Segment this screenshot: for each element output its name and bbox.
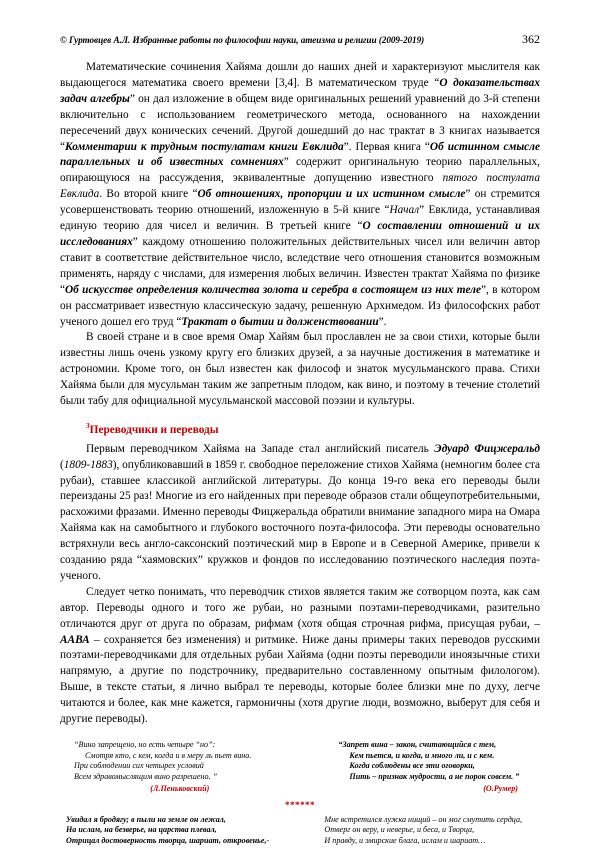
poem-line: Увидал я бродягу; в пыли на земле он лежал, bbox=[66, 814, 226, 824]
p1-title-gold-silver: Об искусстве определения количества золота и серебра в состоящем из них теле bbox=[65, 283, 481, 296]
p1-title-proportions: Об отношениях, пропорции и их истинном смысле bbox=[197, 188, 466, 201]
poem-row-1 bbox=[60, 740, 540, 795]
p3-seg1: Первым переводчиком Хайяма на Западе стал английский писатель bbox=[86, 442, 435, 455]
section-heading-translators bbox=[60, 419, 540, 437]
poem-line: Смотря кто, с кем, когда и в меру ль пьет вино. bbox=[85, 750, 252, 760]
p1-title-relations: О составлении отношений и их исследованиях bbox=[60, 220, 540, 248]
p1-title-parallels: Об истинном смысле параллельных и об известных сомнениях bbox=[60, 140, 540, 169]
poem-line: Когда соблюдены все эти оговорки, bbox=[349, 761, 475, 771]
paragraph-fitzgerald bbox=[60, 442, 540, 585]
poem-line: Мне встретился лужка нищий – он мог смутить сердца, bbox=[324, 814, 523, 824]
poem-line: При соблюдении сих четырех условий bbox=[74, 761, 204, 771]
poem-attribution-penkovsky: (Л.Пеньковский) bbox=[150, 784, 210, 794]
p1-seg3: ”. Первая книга “ bbox=[343, 140, 430, 153]
poem-attribution-rumer: (О.Румер) bbox=[483, 784, 518, 794]
poem-line: Кем пьется, и когда, и много ли, и с кем. bbox=[349, 750, 495, 760]
p1-title-being: Трактат о бытии и долженствовании bbox=[181, 315, 379, 328]
p1-seg7: ” Евклида, устанавливая единую теорию для чисел и величин. В третьей книге “ bbox=[60, 204, 541, 233]
poem-comparison-section bbox=[60, 740, 540, 846]
p4-rhyme-scheme: ААВА bbox=[60, 633, 90, 646]
poem-divider: ****** bbox=[285, 799, 315, 810]
p1-seg4: ” содержит оригинальную теорию параллельных, опирающуюся на рассуждения, эквивалентные допущению известного bbox=[60, 156, 540, 185]
p1-title-euclid-commentary: Комментарии к трудным постулатам книги Евклида bbox=[65, 140, 344, 153]
p1-elements: Начал bbox=[389, 204, 420, 217]
p3-name-fitzgerald: Эдуард Фицжеральд bbox=[434, 442, 540, 455]
p1-title-algebra: О доказательствах задач алгебры bbox=[60, 76, 540, 105]
poem-line: Отрицал достоверность творца, шариат, откровенье,- bbox=[66, 835, 270, 845]
poem-line: На ислам, на безверье, на царства плевал, bbox=[66, 825, 217, 835]
poem-line: Всем здравомыслящим вино разрешено. ” bbox=[74, 771, 218, 781]
p4-seg1: Следует четко понимать, что переводчик стихов является таким же сотворцом поэта, как сам автор. Переводы одного и того же рубаи, но разными поэтами-переводчиками, разительно отличаются друг от друга по образам, рифмам (хотя общая строчная рифма, присущая рубаи, – bbox=[60, 585, 540, 630]
p1-seg1: Математические сочинения Хайяма дошли до наших дней и характеризуют мыслителя как выдающегося математика своего времени [3,4]. В математическом труде “ bbox=[60, 61, 540, 89]
header-title: © Гуртовцев А.Л. Избранные работы по философии науки, атеизма и религии (2009-2019) bbox=[60, 35, 425, 45]
poem-line: Отверг он веру, и неверье, и беса, и Творца, bbox=[324, 825, 475, 835]
poem-block-second-right bbox=[314, 815, 540, 847]
section-title: Переводчики и переводы bbox=[89, 423, 219, 436]
paragraph-translator-cocreator bbox=[60, 585, 540, 728]
poem-block-penkovsky bbox=[60, 740, 286, 795]
p1-seg9: ”, в котором он рассматривает известную классическую задачу, решенную Архимедом. Из философских работ ученого дошел его труд “ bbox=[60, 283, 541, 328]
p1-seg5: . Во второй книге “ bbox=[99, 188, 198, 201]
p1-seg2: ” он дал изложение в общем виде оригинальных решений уравнений до 3-й степени включительно с использованием геометрического метода, основанного на нахождении пересечений двух конических сечений. Другой дошедший до нас трактат в 3 книгах называется “ bbox=[60, 92, 540, 153]
page-number: 362 bbox=[522, 32, 540, 46]
p1-seg8: ” каждому отношению положительных действительных чисел или величин автор ставит в соответствие действительное число, вследствие чего отношения становится возможным применять, наряду с числами, для измерения любых величин. Известен трактат Хайяма по физике “ bbox=[60, 235, 540, 296]
poem-row-2 bbox=[60, 815, 540, 847]
poem-block-rumer bbox=[314, 740, 540, 795]
paragraph-math-works bbox=[60, 60, 540, 330]
p3-seg3: ), опубликовавший в 1859 г. свободное переложение стихов Хайяма (немногим более ста рубаи), ставшее классикой английской литературы. До конца 19-го века его переводы были переизданы 25 раз! Многие из его найденных при переводе образов стали общеупотребительными, расхожими фразами. Именно переводы Фицжеральда обратили внимание западного мира на Омара Хайяма как на самобытного и глубокого восточного поэта-философа. Эти переводы основательно встряхнули весь англо-саксонский поэтический мир в Европе и в Северной Америке, привели к созданию ряда “хаямовских” кружков и фондов по исследованию поэтического наследия поэта-ученого. bbox=[60, 458, 541, 582]
p1-seg10: ”. bbox=[378, 315, 387, 328]
p1-fifth-postulate: пятого постулата Евклида bbox=[60, 172, 540, 201]
p4-seg2: – сохраняется без изменения) и ритмике. Ниже даны примеры таких переводов русскими поэтами-переводчиками для отдельных рубаи Хайяма (одни поэты переводили иноязычные стихи напрямую, а другие по подстрочнику, предварительно составленному опытным филологом). Выше, в тексте статьи, я лично выбрал те переводы, которые более близки мне по духу, легче читаются и более, как мне кажется, гармоничны (хотя другие люди, возможно, выберут для себя и другие переводы). bbox=[60, 633, 540, 726]
section-number: 3 bbox=[86, 420, 90, 430]
page-header bbox=[60, 32, 540, 47]
p3-lifespan: 1809-1883 bbox=[63, 458, 113, 471]
p1-seg6: ” он стремится усовершенствовать теорию отношений, изложенную в 5-й книге “ bbox=[60, 188, 540, 217]
poem-line: Пить – признак мудрости, а не порок совсем. ” bbox=[349, 771, 520, 781]
p3-seg2: ( bbox=[60, 458, 64, 471]
poem-block-second-left bbox=[60, 815, 286, 847]
poem-line: “Запрет вина – закон, считающийся с тем, bbox=[338, 740, 497, 750]
paragraph-fame-homeland: В своей стране и в свое время Омар Хайям был прославлен не за свои стихи, которые были известны лишь очень узкому кругу его близких друзей, а за научные достижения в математике и астрономии. Кроме того, он был известен как философ и знаток мусульманского права. Стихи Хайяма были для мусульман таким же запретным плодом, как вино, и поэтому в течение столетий были табу для официальной мусульманской массовой поэзии и культуры. bbox=[60, 331, 540, 408]
poem-line: И правду, и эмирские блага, ислам и шариат… bbox=[324, 835, 486, 845]
poem-line: “Вино запрещено, но есть четыре “но”: bbox=[74, 740, 216, 750]
